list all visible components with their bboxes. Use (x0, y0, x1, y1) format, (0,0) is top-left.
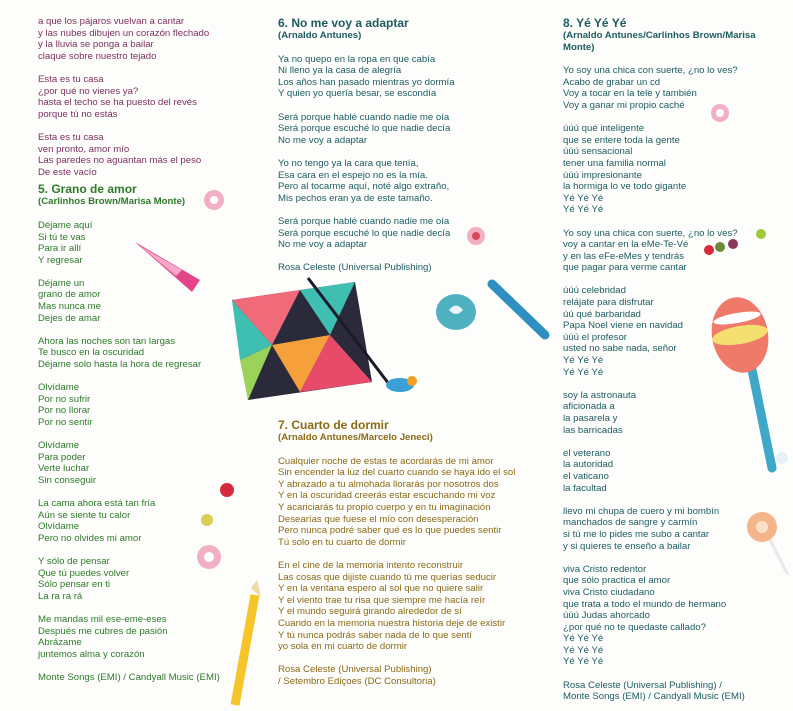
lyric-line: el vaticano (563, 470, 609, 482)
lyric-line: viva Cristo redentor (563, 563, 647, 575)
song-5-lyrics (38, 220, 258, 684)
lyric-line (38, 266, 258, 278)
lyric-line: Yo soy una chica con suerte, ¿no lo ves? (563, 227, 738, 239)
song-5-title: 5. Grano de amor (38, 182, 137, 197)
lyric-line: Yé Yé Yé (563, 644, 604, 656)
lyric-line: Después me cubres de pasión (38, 625, 168, 637)
lyric-line: Mis pechos eran ya de este tamaño. (278, 192, 433, 204)
lyric-line: Yé Yé Yé (563, 192, 604, 204)
lyric-line: úúú qué inteligente (563, 123, 645, 135)
lyric-line (563, 552, 783, 564)
lyric-line: Aún se siente tu calor (38, 509, 131, 521)
column-middle-lower (278, 418, 528, 687)
lyric-line: Y regresar (38, 254, 83, 266)
lyric-line: llevo mi chupa de cuero y mi bombín (563, 505, 720, 517)
lyric-line: aficionada a (563, 401, 615, 413)
lyric-line (563, 436, 783, 448)
lyric-line: Para ir allí (38, 243, 82, 255)
lyric-line: Te busco en la oscuridad (38, 347, 145, 359)
lyric-line: No me voy a adaptar (278, 134, 368, 146)
song-8-title: 8. Yé Yé Yé (563, 16, 627, 30)
lyric-line: Y tú nunca podrás saber nada de lo que sentí (278, 629, 472, 641)
song-7-title: 7. Cuarto de dormir (278, 418, 389, 432)
lyric-line (278, 204, 528, 216)
lyric-line: voy a cantar en la eMe-Te-Vé (563, 239, 689, 251)
bird-icon (386, 376, 417, 392)
lyric-line: la facultad (563, 482, 607, 494)
lyric-line: Voy a ganar mi propio caché (563, 99, 685, 111)
lyric-line: la pasarela y (563, 413, 618, 424)
lyric-line: Rosa Celeste (Universal Publishing) (278, 664, 432, 676)
lyric-line: Pero al tocarme aquí, noté algo extraño, (278, 181, 450, 193)
lyric-line: soy la astronauta (563, 389, 637, 401)
lyric-line: Y el mundo seguirá girando alrededor de sí (278, 606, 462, 618)
lyric-line: Yé Yé Yé (563, 656, 604, 668)
lyric-line: Será porque escuché lo que nadie decía (278, 227, 451, 239)
song-4-ending (38, 16, 258, 178)
lyric-line: Mas nunca me (38, 301, 101, 313)
lyric-line: Acabo de grabar un cd (563, 76, 661, 88)
lyric-line: Y en la oscuridad creerás estar escuchando mi voz (278, 490, 496, 502)
lyric-line: Yé Yé Yé (563, 366, 604, 378)
lyric-line: Ya no quepo en la ropa en que cabía (278, 53, 436, 65)
lyric-line: Déjame solo hasta la hora de regresar (38, 359, 202, 371)
lyric-line: Y sólo de pensar (38, 556, 110, 568)
lyric-line: Voy a tocar en la tele y también (563, 88, 697, 100)
lyric-line: tener una familia normal (563, 157, 666, 169)
lyric-line (563, 112, 783, 124)
lyric-line: No me voy a adaptar (278, 239, 368, 251)
lyric-line (38, 603, 258, 615)
lyric-line: Será porque hablé cuando nadie me oía (278, 111, 450, 123)
lyric-line: y en las eFe-eMes y tendrás (563, 250, 685, 262)
lyric-line: Las paredes no aguantan más el peso (38, 155, 202, 167)
lyric-line: Para poder (38, 451, 86, 463)
song-6-title: 6. No me voy a adaptar (278, 16, 409, 30)
lyric-line (38, 371, 258, 383)
lyric-line: la autoridad (563, 459, 614, 471)
lyric-line: porque tú no estás (38, 108, 118, 120)
lyric-line: que sólo practica el amor (563, 575, 671, 587)
lyric-line: Y en la ventana espero al sol que no quiere salir (278, 583, 484, 595)
lyric-line: Será porque escuché lo que nadie decía (278, 123, 451, 135)
lyric-line: juntemos alma y corazón (38, 648, 145, 660)
lyric-line: y las nubes dibujen un corazón flechado (38, 27, 210, 39)
lyric-line: Los años han pasado mientras yo dormía (278, 76, 455, 88)
crayon-icon (492, 284, 545, 335)
lyric-line: y si quieres te enseño a bailar (563, 540, 691, 552)
lyric-line: la hormiga lo ve todo gigante (563, 181, 687, 193)
lyric-line (38, 62, 258, 74)
lyric-line: Sin conseguir (38, 474, 97, 486)
lyric-line (278, 653, 528, 665)
lyric-line: Y el viento trae tu risa que siempre me hacía reír (278, 594, 486, 606)
lyric-line: viva Cristo ciudadano (563, 586, 655, 598)
lyric-line: De este vacío (38, 166, 97, 178)
lyric-line: que trata a todo el mundo de hermano (563, 598, 727, 610)
lyric-line: Tú solo en tu cuarto de dormir (278, 536, 406, 548)
lyric-line: Esa cara en el espejo no es la mía. (278, 169, 428, 181)
lyric-line (278, 100, 528, 112)
lyric-line: Rosa Celeste (Universal Publishing) / (563, 679, 722, 691)
lyric-line: yo sola en mi cuarto de dormir (278, 641, 408, 653)
lyric-line: Pero no olvides mi amor (38, 532, 142, 544)
lyric-line (38, 429, 258, 441)
song-8-authors: (Arnaldo Antunes/Carlinhos Brown/Marisa Monte) (563, 30, 756, 53)
lyric-line: Olvídame (38, 440, 80, 452)
song-8-lyrics (563, 65, 783, 703)
lyric-line: Cuando en la memoria nuestra historia deje de existir (278, 617, 506, 629)
lyric-line: el veterano (563, 447, 611, 459)
lyric-line: Será porque hablé cuando nadie me oía (278, 215, 450, 227)
lyric-line: Yé Yé Yé (563, 355, 604, 367)
lyric-line: Olvídame (38, 521, 80, 533)
lyric-line (563, 668, 783, 680)
song-5-authors: (Carlinhos Brown/Marisa Monte) (38, 196, 186, 208)
lyric-line: las barricadas (563, 424, 623, 436)
lyric-line: Rosa Celeste (Universal Publishing) (278, 262, 432, 274)
lyric-line: Déjame un (38, 277, 85, 289)
lyric-line: Ahora las noches son tan largas (38, 335, 176, 347)
lyric-line: Sólo pensar en ti (38, 579, 110, 591)
lyric-line: úúú el profesor (563, 331, 627, 343)
song-7-authors: (Arnaldo Antunes/Marcelo Jeneci) (278, 432, 433, 443)
lyric-line (278, 146, 528, 158)
lyric-line: Las cosas que dijiste cuando tú me querías seducir (278, 571, 497, 583)
lyric-line: si tú me lo pides me subo a cantar (563, 528, 710, 540)
lyric-line: a que los pájaros vuelvan a cantar (38, 16, 185, 27)
lyric-line: úúú sensacional (563, 146, 633, 158)
lyric-line: Esta es tu casa (38, 131, 104, 143)
lyric-line: Sin encender la luz del cuarto cuando se haya ido el sol (278, 467, 516, 479)
lyric-line: usted no sabe nada, señor (563, 343, 677, 355)
lyric-line: La cama ahora está tan fría (38, 498, 156, 510)
lyric-line: La ra ra rá (38, 590, 83, 602)
lyric-line (278, 251, 528, 263)
lyric-line: ¿por qué no te quedaste callado? (563, 621, 706, 633)
lyric-line: Desearías que fuese el mío con desesperación (278, 513, 479, 525)
lyric-line: ¿por qué no vienes ya? (38, 85, 139, 97)
lyric-line: úú qué barbaridad (563, 308, 641, 320)
lyric-line: Esta es tu casa (38, 73, 104, 85)
lyric-line (563, 378, 783, 390)
lyric-line: claqué sobre nuestro tejado (38, 50, 157, 62)
lyric-line: / Setembro Ediçoes (DC Consultoria) (278, 675, 436, 687)
song-6-authors: (Arnaldo Antunes) (278, 30, 362, 41)
lyric-line: Déjame aquí (38, 219, 93, 231)
lyric-line: Y abrazado a tu almohada llorarás por nosotros dos (278, 478, 499, 490)
lyric-line (278, 548, 528, 560)
lyric-line: Si tú te vas (38, 231, 86, 243)
heart-stone-icon (436, 294, 476, 330)
column-right (563, 16, 783, 703)
lyric-line (38, 487, 258, 499)
lyric-line: Olvídame (38, 382, 80, 394)
lyric-line: Yo no tengo ya la cara que tenía, (278, 157, 419, 169)
lyric-line: Por no sentir (38, 417, 93, 428)
lyric-line: En el cine de la memoria intento reconstruir (278, 559, 464, 571)
lyric-line: Pero nunca podré saber qué es lo que puedes sentir (278, 525, 502, 537)
lyric-line: Que tú puedes volver (38, 567, 130, 579)
lyric-line: que pagar para verme cantar (563, 262, 687, 274)
song-7-lyrics (278, 456, 528, 688)
lyric-line: Abrázame (38, 637, 82, 649)
lyric-line: Y acariciarás tu propio cuerpo y en tu imaginación (278, 501, 491, 513)
lyric-line: Monte Songs (EMI) / Candyall Music (EMI) (563, 691, 745, 703)
lyric-line: úúú celebridad (563, 285, 626, 297)
lyric-line: y la lluvia se ponga a bailar (38, 39, 154, 51)
lyric-line (563, 274, 783, 286)
lyric-line: Yé Yé Yé (563, 633, 604, 645)
lyric-line: Por no sufrir (38, 393, 91, 405)
lyric-line: Papa Noel viene en navidad (563, 320, 684, 332)
lyric-line: Monte Songs (EMI) / Candyall Music (EMI) (38, 672, 220, 684)
lyric-line: relájate para disfrutar (563, 297, 654, 309)
lyric-line: úúú impresionante (563, 169, 642, 181)
lyric-line: Por no llorar (38, 405, 91, 417)
lyric-line (38, 324, 258, 336)
lyric-line: grano de amor (38, 289, 101, 301)
lyric-line (563, 216, 783, 228)
lyric-line: Verte luchar (38, 463, 90, 475)
song-6-lyrics (278, 54, 528, 274)
lyric-line: Yé Yé Yé (563, 204, 604, 216)
lyric-line (38, 660, 258, 672)
lyric-line: hasta el techo se ha puesto del revés (38, 97, 197, 109)
lyric-line: Dejes de amar (38, 312, 101, 324)
lyric-line (38, 545, 258, 557)
lyric-line: manchados de sangre y carmín (563, 517, 698, 529)
lyric-line (38, 120, 258, 132)
lyric-line: Y quien yo quería besar, se escondía (278, 88, 437, 100)
lyric-line: Cualquier noche de estas te acordarás de mi amor (278, 455, 494, 467)
lyric-line: Ni lleno ya la casa de alegría (278, 65, 402, 77)
column-middle (278, 16, 528, 274)
lyric-line: úúú Judas ahorcado (563, 610, 650, 622)
lyric-line (563, 494, 783, 506)
lyric-line: Yo soy una chica con suerte, ¿no lo ves? (563, 65, 738, 77)
lyric-line: ven pronto, amor mío (38, 143, 130, 155)
lyric-line: que se entere toda la gente (563, 134, 680, 146)
column-left (38, 16, 258, 684)
lyric-line: Me mandas mil ese-eme-eses (38, 614, 167, 626)
